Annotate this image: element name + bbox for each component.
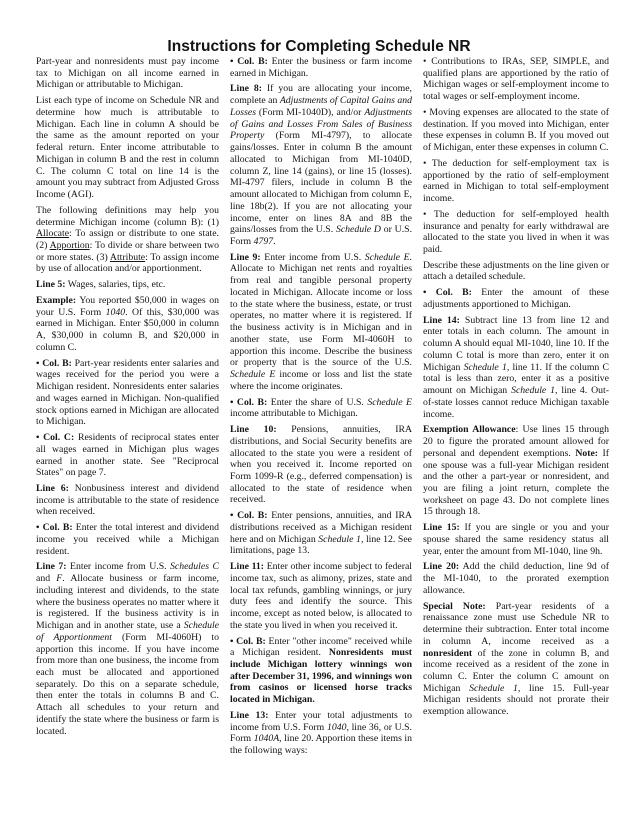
paragraph (36, 432, 219, 479)
column-left (36, 56, 219, 741)
text-run: If you are allocating your income, complete an (230, 83, 412, 107)
text-run: Residents of reciprocal states enter all wages earned in Michigan plus wages earned in another state. See "Reciprocal States" on page 7. (36, 432, 220, 479)
text-run: Enter "other income" received while a Michigan resident. (230, 635, 413, 659)
paragraph (423, 315, 609, 421)
text-run: Enter the share of U.S. (267, 396, 368, 408)
text-run: Schedule E (230, 369, 276, 381)
text-run: Schedule 1 (318, 533, 361, 545)
text-run: Line 7: (36, 561, 67, 573)
text-run: • Col. B: (230, 56, 268, 67)
paragraph (423, 424, 609, 518)
text-run: Enter income from U.S. (260, 251, 365, 263)
text-run: • Col. B: (230, 396, 268, 408)
text-run: Schedules C (170, 561, 219, 573)
text-run: List each type of income on Schedule NR and determine how much is attributable to Michigan. Each line in column A should be the same as the amount reported on your federal return. Enter income attributable to Michigan in column B and the rest in column C. The column C total on line 14 is the amount you may subtract from Adjusted Gross Income (AGI). (36, 95, 219, 201)
text-run: • The deduction for self-employed health insurance and penalty for early withdrawal are allocated to the state you lived in when it was paid. (423, 208, 609, 256)
text-run: Part-year residents enter salaries and wages received for the period you were a Michigan resident. Nonresidents enter salaries and wages earned in Michigan. Non-qualified stock options earned in Michigan are allocated to Michigan. (36, 357, 219, 428)
text-run: and (36, 573, 57, 585)
text-run: , line 20. Apportion these items in the following ways: (230, 733, 412, 757)
text-run: , line 11. If the column C total is less than zero, enter it as a positive amount on Michigan (423, 361, 609, 397)
text-run: • The deduction for self-employment tax is apportioned by the ratio of self-employment earned in Michigan to total self-employment income. (423, 157, 609, 205)
text-run: Enter your total adjustments to income from U.S. Form (230, 709, 412, 733)
text-run: , line 4. Out-of-state losses cannot reduce Michigan taxable income. (423, 385, 609, 420)
text-run: . Of this, $30,000 was earned in Michigan. Enter $50,000 in column A, $30,000 in column B, and $20,000 in column C. (36, 306, 219, 353)
text-run: (Form MI-4060H) to apportion this income. If you have income from more than one business, the income from each must be allocated and apportioned separately. Do this on a separate schedule, then enter the totals in columns B and C. Attach all schedules to your return and identify the state where the business or farm is located. (36, 631, 219, 737)
text-run: Line 5: (36, 279, 66, 291)
text-run: : To assign or distribute to one state. (2) (36, 228, 219, 252)
paragraph (230, 397, 412, 420)
text-run: • Col. B: (36, 357, 72, 369)
column-right (423, 56, 609, 722)
text-run: Line 20: (423, 561, 460, 573)
text-run: , line 15. Full-year Michigan residents should not prorate their exemption allowance. (423, 682, 609, 718)
text-run: • Col. B: (36, 522, 73, 534)
text-run: Note: (575, 447, 599, 459)
paragraph (36, 561, 219, 737)
text-run: Enter the total interest and dividend income you received while a Michigan resident. (36, 522, 219, 557)
text-run: 4797 (253, 236, 274, 248)
text-run: Part-year and nonresidents must pay income tax to Michigan on all income earned in Michigan or attributable to Michigan. (36, 56, 219, 91)
text-run: . Allocate to Michigan net rents and royalties from real and tangible personal property located in Michigan. Allocate income or loss to the state where the business, estate, or trust operates, no matter where it is registered. If the business activity is in Michigan and in another state, use Form MI-4060H to apportion this income. Describe the business or property that is the source of the U.S. (230, 251, 412, 369)
paragraph (423, 107, 609, 154)
text-run: If one spouse was a full-year Michigan resident and the other a part-year or nonresident, and you are filing a joint return, complete the worksheet on page 43. Do not complete lines 15 through 18. (423, 447, 609, 518)
text-run: Line 11: (230, 561, 265, 573)
paragraph (230, 56, 412, 79)
text-run: Apportion (49, 240, 90, 252)
text-run: Pensions, annuities, IRA distributions, and Social Security benefits are allocated to the state you were a resident of when you received it. Income reported on Form 1099-R (e.g., deferred compensation) is allocated to the state of residence when received. (230, 424, 412, 506)
text-run: income or loss and list the state where the income originates. (230, 369, 412, 392)
page-title: Instructions for Completing Schedule NR (167, 38, 471, 55)
text-run: income attributable to Michigan. (230, 408, 358, 420)
text-run: Line 14: (423, 314, 460, 326)
text-run: Enter income from U.S. (66, 561, 171, 573)
paragraph (36, 95, 219, 201)
paragraph (423, 561, 609, 596)
paragraph (36, 205, 219, 275)
text-run: Example: (36, 294, 77, 306)
text-run: Part-year residents of a renaissance zone must use Schedule NR to determine their subtraction. Enter total income in column A, income received as a (423, 600, 609, 647)
text-run: The following definitions may help you determine Michigan income (column B): (1) (36, 204, 219, 228)
text-run: Line 8: (230, 83, 263, 95)
text-run: You reported $50,000 in wages on your U.S. Form (36, 294, 219, 318)
text-run: Line 13: (230, 709, 269, 721)
text-run: • Col. B: (230, 510, 268, 522)
text-run: , line 36, or U.S. Form (230, 721, 412, 745)
text-run: Adjustments of Gains and Losses From Sales of Business Property (230, 106, 412, 142)
text-run: • Contributions to IRAs, SEP, SIMPLE, and qualified plans are apportioned by the ratio of Michigan wages or self-employment income to total wages or self-employment income. (423, 56, 609, 103)
paragraph (36, 522, 219, 557)
text-run: of the zone in column B, and income received as a resident of the zone in column C. Enter the column C amount on Michigan (423, 647, 609, 694)
paragraph (230, 424, 412, 506)
text-run: Enter pensions, annuities, and IRA distributions received as a Michigan resident here and on Michigan (230, 510, 413, 545)
column-middle (230, 56, 412, 761)
text-run: (Form MI-4797), to allocate gains/losses. Enter in column B the amount allocated to Michigan from MI-1040D, column Z, line 14 (gains), or line 15 (losses). MI-4797 filers, include in column B the amount allocated to Michigan from column E, line 18b(2). If you are not allocating your income, enter on lines 8A and 8B the gains/losses from the U.S. (230, 130, 412, 236)
text-run: 1040A (253, 733, 280, 745)
text-run: Add the child deduction, line 9d of the MI-1040, to the prorated exemption allowance. (423, 561, 609, 596)
text-run: If you are single or you and your spouse shared the same residency status all year, enter the amount from MI-1040, line 9h. (423, 522, 609, 557)
text-run: (Form MI-1040D), and/or (256, 106, 365, 118)
text-run: • Col. B: (423, 287, 472, 299)
paragraph (423, 209, 609, 256)
paragraph (230, 83, 412, 247)
paragraph (36, 483, 219, 518)
text-run: Schedule of Apportionment (36, 620, 219, 643)
paragraph (36, 358, 219, 428)
text-run: Special Note: (423, 600, 486, 612)
text-run: Exemption Allowance (423, 424, 516, 436)
text-run: Nonbusiness interest and dividend income is attributable to the state of residence when received. (36, 482, 219, 518)
text-run: Schedule E (367, 396, 412, 408)
text-run: Enter the amount of these adjustments apportioned to Michigan. (423, 287, 609, 310)
text-run: Allocate (36, 228, 70, 240)
text-run: Enter the business or farm income earned in Michigan. (230, 56, 412, 79)
paragraph (423, 260, 609, 283)
text-run: Describe these adjustments on the line given or attach a detailed schedule. (423, 259, 609, 283)
text-run: • Moving expenses are allocated to the state of destination. If you moved into Michigan, enter these expenses in column B. If you moved out of Michigan, enter these expenses in column C. (423, 106, 609, 154)
text-run: Line 10: (230, 424, 277, 436)
text-run: F (56, 573, 63, 585)
text-run: or U.S. Form (230, 224, 413, 248)
text-run: . Allocate business or farm income, including interest and dividends, to the state where the business operates no matter where it is registered. If the business activity is in Michigan and in another state, use a (36, 573, 219, 632)
text-run: : Use lines 15 through 20 to figure the prorated amount allowed for personal and dependent exemptions. (423, 424, 609, 459)
text-run: Schedule 1 (469, 682, 518, 694)
paragraph (36, 295, 219, 354)
paragraph (230, 710, 412, 757)
text-run: , line 12. See limitations, page 13. (230, 533, 412, 557)
text-run: nonresident (423, 647, 473, 659)
text-run: Schedule E (364, 251, 410, 263)
text-run: Enter other income subject to federal income tax, such as alimony, prizes, state and local tax refunds, gambling winnings, or jury duty fees and identify the source. This income, except as noted below, is allocated to the state you lived in when you received it. (230, 561, 412, 631)
text-run: Schedule 1 (511, 385, 556, 397)
text-run: • Col. B: (230, 635, 266, 647)
text-run: Wages, salaries, tips, etc. (65, 279, 166, 291)
paragraph (423, 158, 609, 205)
paragraph (423, 287, 609, 310)
text-run: : To assign income by use of allocation and/or apportionment. (36, 251, 219, 275)
text-run: 1040 (326, 721, 347, 733)
text-run: : To divide or share between two or more states. (3) (36, 240, 219, 263)
text-run: Nonresidents must include Michigan lottery winnings won after December 31, 1996, and winnings won from casinos or licensed horse tracks located in Michigan. (230, 647, 412, 706)
paragraph (423, 522, 609, 557)
paragraph (36, 56, 219, 91)
paragraph (230, 561, 412, 631)
text-run: Attribute (109, 251, 146, 263)
text-run: . (273, 236, 276, 248)
text-run: Schedule D (335, 224, 381, 236)
paragraph (423, 601, 609, 718)
paragraph (423, 56, 609, 103)
text-run: Line 9: (230, 251, 261, 263)
text-run: Adjustments of Capital Gains and Losses (230, 95, 412, 118)
paragraph (230, 252, 412, 393)
text-run: 1040 (105, 306, 126, 318)
paragraph (230, 510, 412, 557)
paragraph (36, 279, 219, 291)
text-run: Line 15: (423, 522, 460, 534)
paragraph (230, 636, 412, 706)
text-run: • Col. C: (36, 432, 75, 444)
text-run: Schedule 1 (463, 361, 507, 373)
text-run: Line 6: (36, 482, 69, 494)
text-run: Subtract line 13 from line 12 and enter totals in each column. The amount in column A should equal MI-1040, line 10. If the column C total is more than zero, enter it on Michigan (423, 314, 609, 373)
